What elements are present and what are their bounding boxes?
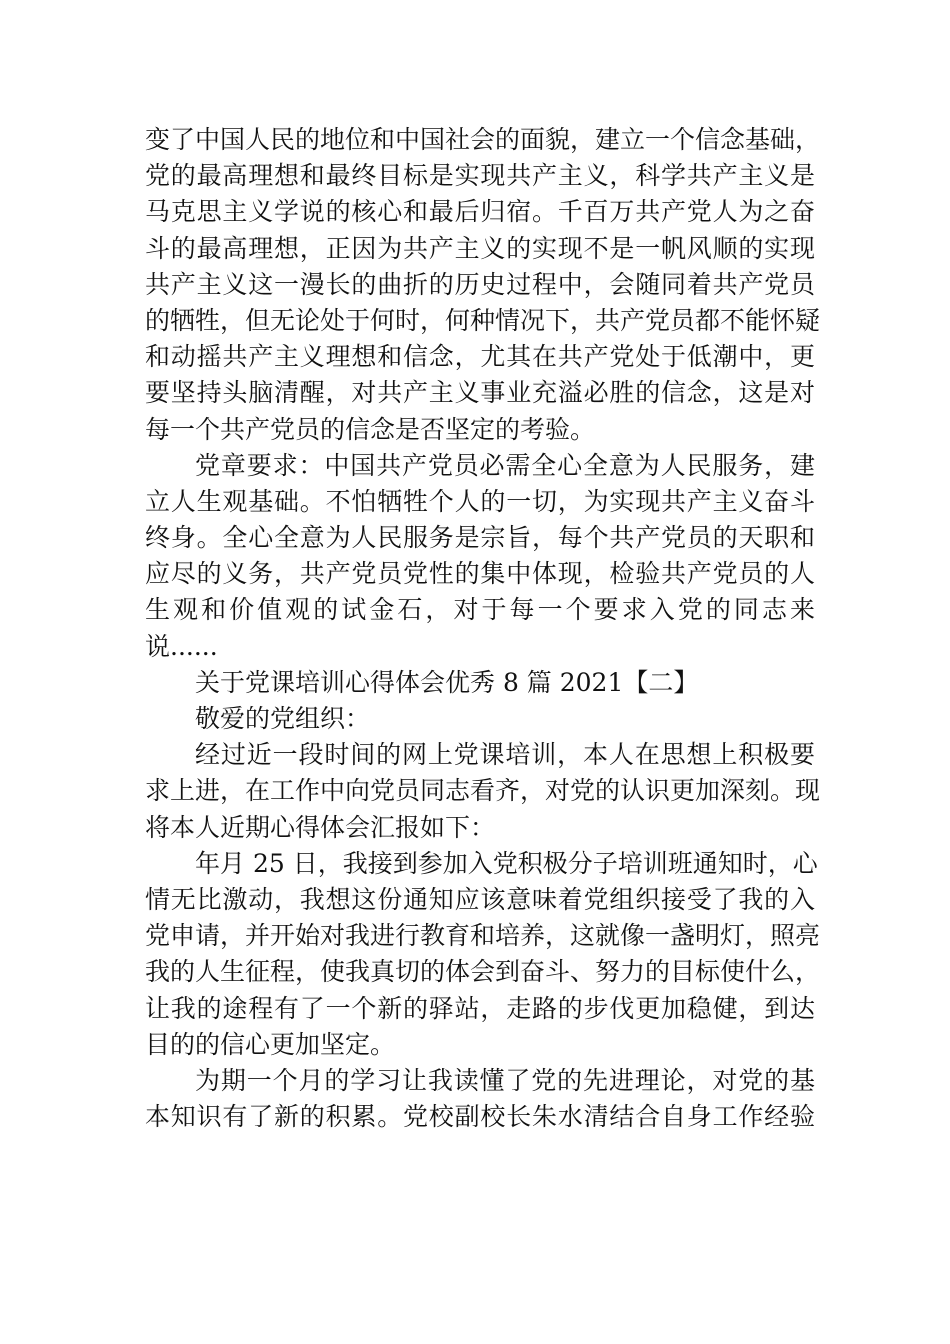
text-line: 和动摇共产主义理想和信念，尤其在共产党处于低潮中，更 [145, 342, 815, 372]
text-line: 立人生观基础。不怕牺牲个人的一切，为实现共产主义奋斗 [145, 486, 815, 516]
section-heading: 关于党课培训心得体会优秀 8 篇 2021【二】 [195, 667, 699, 697]
text-line: 每一个共产党员的信念是否坚定的考验。 [145, 414, 596, 444]
paragraph-first-line: 为期一个月的学习让我读懂了党的先进理论，对党的基 [195, 1065, 815, 1095]
text-line: 情无比激动，我想这份通知应该意味着党组织接受了我的入 [145, 884, 815, 914]
text-line: 我的人生征程，使我真切的体会到奋斗、努力的目标使什么， [145, 957, 821, 987]
text-line: 党申请，并开始对我进行教育和培养，这就像一盏明灯，照亮 [145, 921, 821, 951]
text-line: 目的的信心更加坚定。 [145, 1029, 396, 1059]
text-line: 党的最高理想和最终目标是实现共产主义，科学共产主义是 [145, 161, 815, 191]
text-line: 生观和价值观的试金石，对于每一个要求入党的同志来 [145, 595, 815, 625]
text-line: 终身。全心全意为人民服务是宗旨，每个共产党员的天职和 [145, 523, 815, 553]
text-line: 将本人近期心得体会汇报如下： [145, 812, 496, 842]
text-line: 马克思主义学说的核心和最后归宿。千百万共产党人为之奋 [145, 197, 815, 227]
text-line: 斗的最高理想，正因为共产主义的实现不是一帆风顺的实现 [145, 233, 815, 263]
text-line: 让我的途程有了一个新的驿站，走路的步伐更加稳健，到达 [145, 993, 815, 1023]
paragraph-first-line: 年月 25 日，我接到参加入党积极分子培训班通知时，心 [195, 848, 818, 878]
paragraph-first-line: 党章要求：中国共产党员必需全心全意为人民服务，建 [195, 450, 815, 480]
document-body [145, 122, 821, 1135]
paragraph-first-line: 经过近一段时间的网上党课培训，本人在思想上积极要 [195, 740, 815, 770]
text-line: 应尽的义务，共产党员党性的集中体现，检验共产党员的人 [145, 559, 815, 589]
text-line: 说...... [145, 631, 218, 661]
text-line: 共产主义这一漫长的曲折的历史过程中，会随同着共产党员 [145, 269, 815, 299]
text-line: 本知识有了新的积累。党校副校长朱水清结合自身工作经验 [145, 1102, 815, 1132]
text-line: 的牺牲，但无论处于何时，何种情况下，共产党员都不能怀疑 [145, 305, 821, 335]
text-line: 要坚持头脑清醒，对共产主义事业充溢必胜的信念，这是对 [145, 378, 815, 408]
salutation: 敬爱的党组织： [195, 704, 371, 733]
text-line: 求上进，在工作中向党员同志看齐，对党的认识更加深刻。现 [145, 776, 821, 806]
text-line: 变了中国人民的地位和中国社会的面貌，建立一个信念基础， [145, 125, 821, 154]
